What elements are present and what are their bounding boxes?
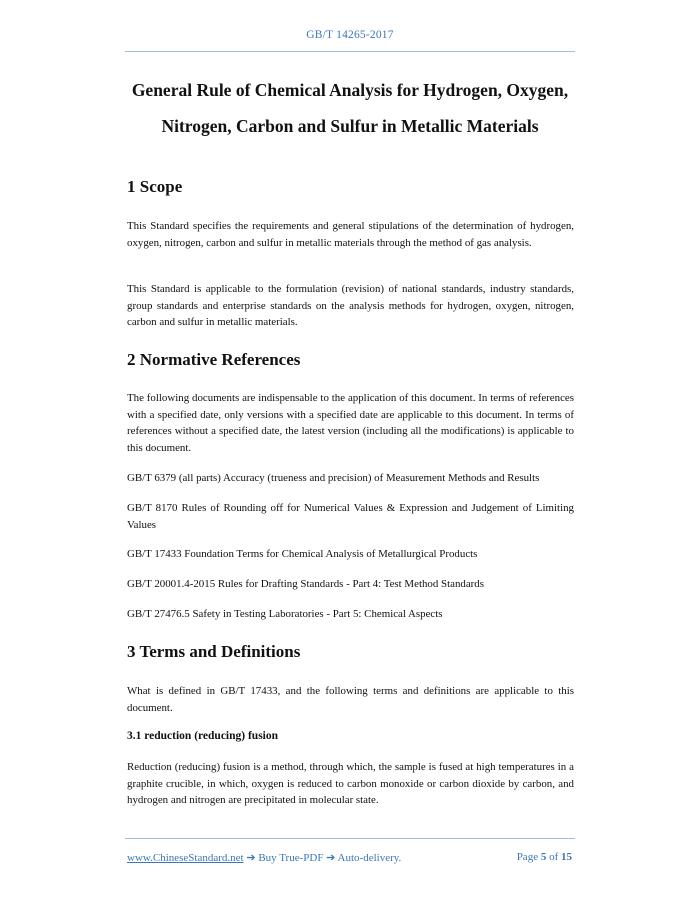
- document-title: [110, 72, 590, 144]
- term-heading-reduction-fusion: 3.1 reduction (reducing) fusion: [127, 730, 279, 742]
- document-title-line1: General Rule of Chemical Analysis for Hydrogen, Oxygen,: [131, 80, 569, 100]
- terms-intro-paragraph: What is defined in GB/T 17433, and the following terms and definitions are applicable to this document.: [127, 685, 574, 714]
- scope-paragraph-1: This Standard specifies the requirements and general stipulations of the determination of hydrogen, oxygen, nitrogen, carbon and sulfur in metallic materials through the method of gas analysis.: [127, 220, 574, 249]
- reference-item: GB/T 27476.5 Safety in Testing Laboratories - Part 5: Chemical Aspects: [127, 608, 443, 620]
- section-heading-terms-definitions: 3 Terms and Definitions: [127, 642, 301, 661]
- page-current: 5: [540, 851, 547, 863]
- page-of: of: [549, 851, 559, 863]
- footer-promo-text: ➔ Buy True-PDF ➔ Auto-delivery.: [243, 852, 402, 864]
- document-title-line2: Nitrogen, Carbon and Sulfur in Metallic Materials: [161, 116, 539, 136]
- reference-item: GB/T 17433 Foundation Terms for Chemical Analysis of Metallurgical Products: [127, 548, 478, 560]
- page-number: [517, 851, 572, 863]
- page-label: Page: [516, 851, 539, 863]
- reference-item: GB/T 20001.4-2015 Rules for Drafting Standards - Part 4: Test Method Standards: [127, 578, 484, 590]
- section-heading-scope: 1 Scope: [127, 177, 183, 196]
- page-total: 15: [561, 851, 572, 863]
- reference-item: GB/T 6379 (all parts) Accuracy (trueness and precision) of Measurement Methods and Results: [127, 472, 540, 484]
- term-definition-reduction-fusion: Reduction (reducing) fusion is a method, through which, the sample is fused at high temperatures in a graphite crucible, in which, oxygen is reduced to carbon monoxide or carbon dioxide by carbon, and hydrogen and nitrogen are precipitated in molecular state.: [127, 761, 574, 806]
- scope-paragraph-2: This Standard is applicable to the formulation (revision) of national standards, industry standards, group standards and enterprise standards on the analysis methods for hydrogen, oxygen, nitrogen, carbon and sulfur in metallic materials.: [127, 283, 574, 328]
- reference-item: GB/T 8170 Rules of Rounding off for Numerical Values & Expression and Judgement of Limiting Values: [127, 502, 574, 531]
- footer-divider: [125, 838, 575, 839]
- header-divider: [125, 51, 575, 52]
- section-heading-normative-references: 2 Normative References: [127, 350, 301, 369]
- normative-intro-paragraph: The following documents are indispensable to the application of this document. In terms of references with a specified date, only versions with a specified date are applicable to this document. In terms of references without a specified date, the latest version (including all the modifications) is applicable to this document.: [127, 392, 574, 454]
- footer-promo: [127, 851, 401, 864]
- header-standard-code: GB/T 14265-2017: [306, 29, 394, 41]
- footer-website-link[interactable]: www.ChineseStandard.net: [127, 852, 244, 864]
